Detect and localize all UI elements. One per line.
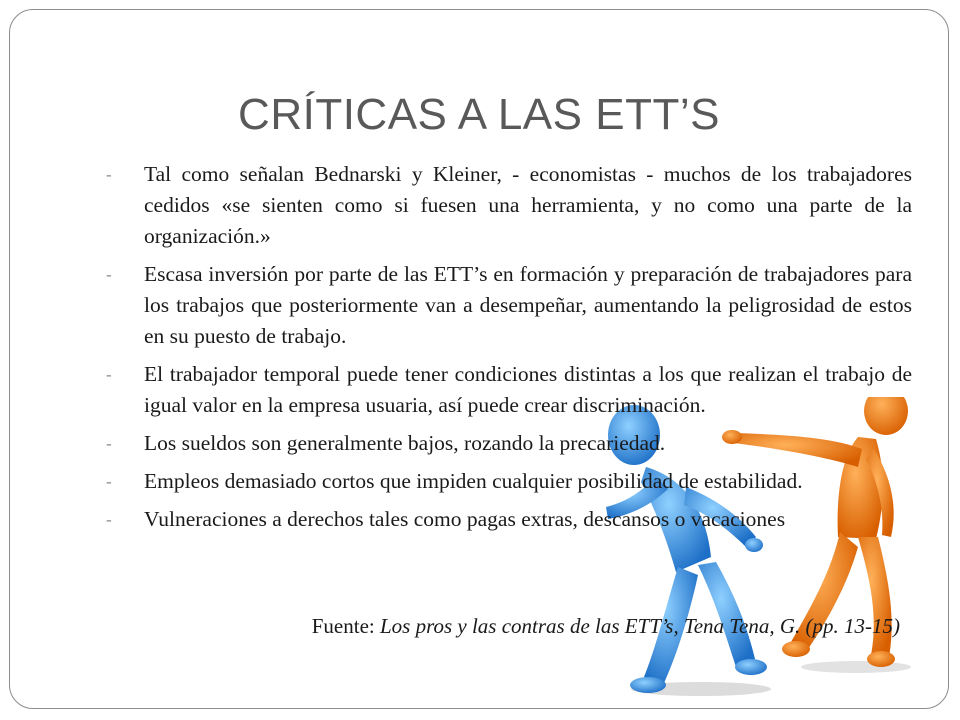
slide [9,9,949,709]
bullet-item [106,466,912,497]
bullet-text: El trabajador temporal puede tener condiciones distintas a los que realizan el trabajo de igual valor en la empresa usuaria, así puede crear discriminación. [144,362,912,417]
bullet-item [106,359,912,421]
bullet-text: Empleos demasiado cortos que impiden cualquier posibilidad de estabilidad. [144,469,803,493]
source-prefix: Fuente: [311,614,380,638]
bullet-marker: - [106,472,112,491]
bullet-text: Los sueldos son generalmente bajos, rozando la precariedad. [144,431,666,455]
bullet-list [106,159,912,542]
bullet-marker: - [106,165,112,184]
source-citation [312,614,900,639]
source-reference: Los pros y las contras de las ETT’s, Tena Tena, G. (pp. 13-15) [379,614,900,638]
bullet-marker: - [106,510,112,529]
slide-title: CRÍTICAS A LAS ETT’S [238,90,720,139]
bullet-text: Tal como señalan Bednarski y Kleiner, - economistas - muchos de los trabajadores cedidos «se sienten como si fuesen una herramienta, y no como una parte de la organización.» [144,162,912,248]
bullet-marker: - [106,265,112,284]
bullet-text: Escasa inversión por parte de las ETT’s en formación y preparación de trabajadores para los trabajos que posteriormente van a desempeñar, aumentando la peligrosidad de estos en su puesto de trabajo. [144,262,912,348]
bullet-marker: - [106,434,112,453]
bullet-item [106,504,912,535]
bullet-text: Vulneraciones a derechos tales como pagas extras, descansos o vacaciones [144,507,786,531]
bullet-item [106,259,912,352]
bullet-item [106,159,912,252]
bullet-item [106,428,912,459]
bullet-marker: - [106,365,112,384]
